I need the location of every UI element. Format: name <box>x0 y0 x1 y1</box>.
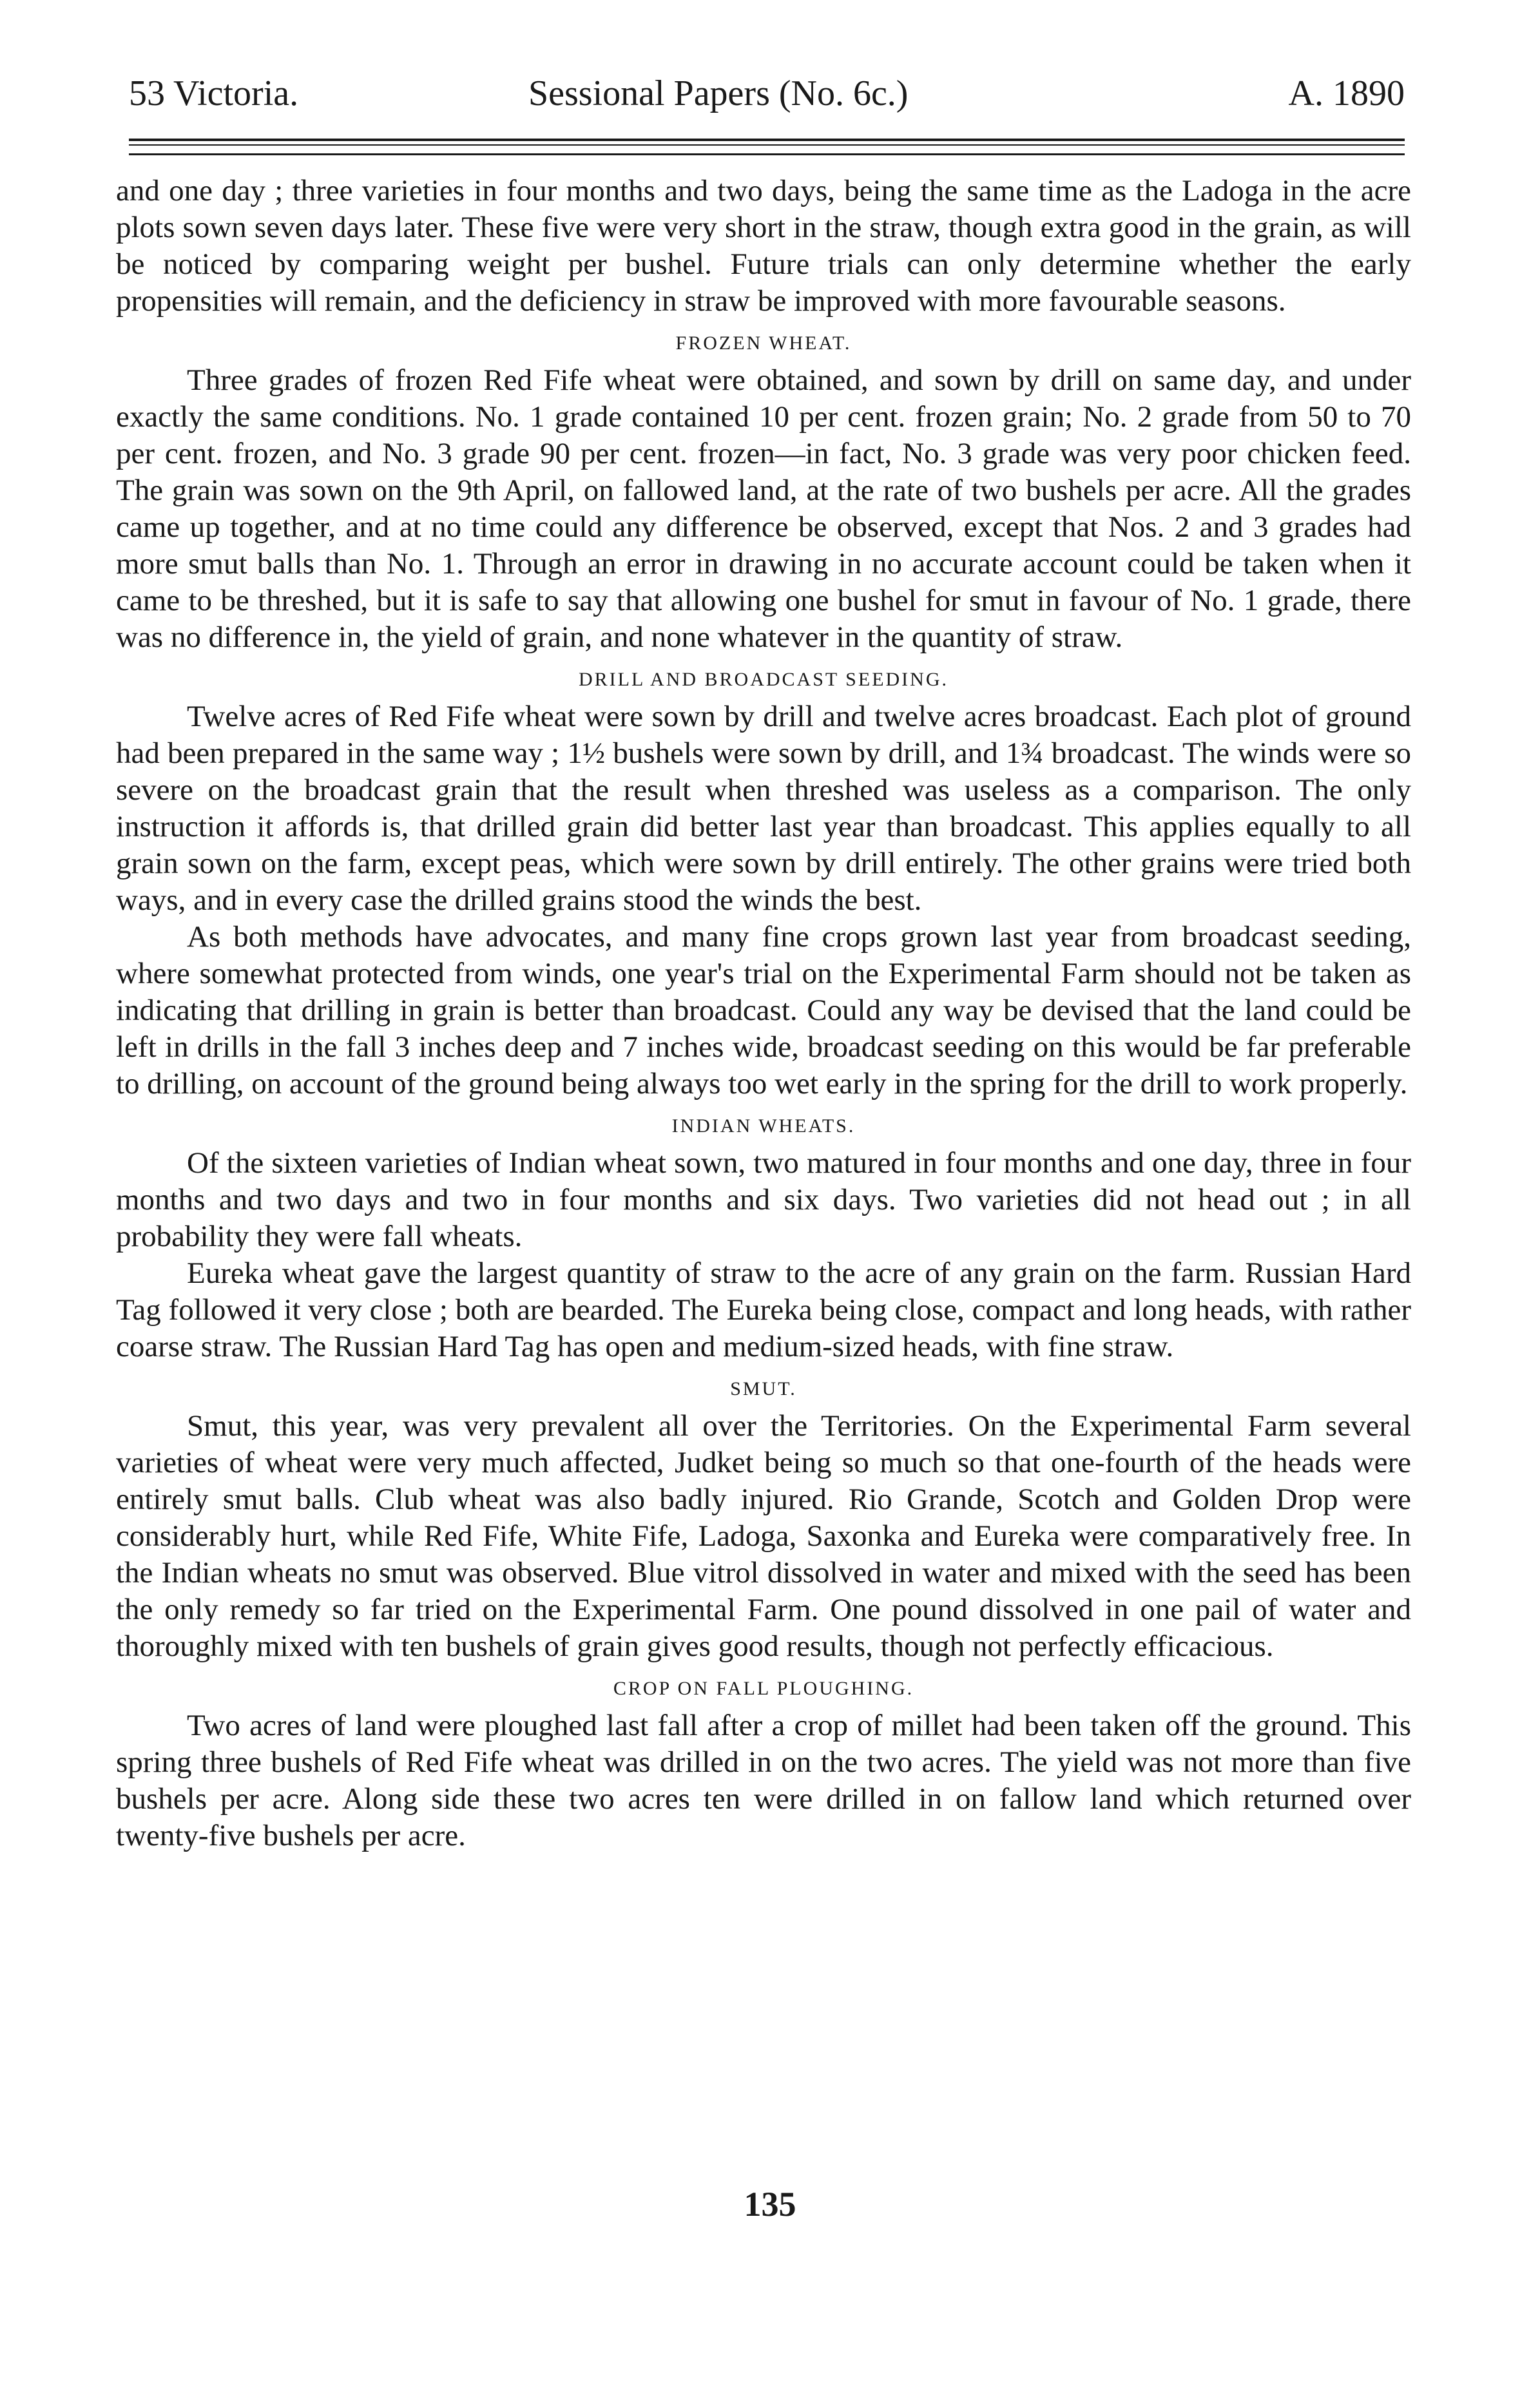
running-header <box>129 68 1405 119</box>
paragraph-drill-broadcast-2: As both methods have advocates, and many fine crops grown last year from broadcast seeding, where somewhat protected from winds, one year's trial on the Experimental Farm should not be taken as indicating that drilling in grain is better than broadcast. Could any way be devised that the land could be left in drills in the fall 3 inches deep and 7 inches wide, broadcast seeding on this would be far preferable to drilling, on account of the ground being always too wet early in the spring for the drill to work properly. <box>116 920 1411 1100</box>
section-heading-indian-wheats: INDIAN WHEATS. <box>671 1115 856 1137</box>
body-text <box>116 173 1411 1854</box>
paragraph-frozen-wheat: Three grades of frozen Red Fife wheat were obtained, and sown by drill on same day, and under exactly the same conditions. No. 1 grade contained 10 per cent. frozen grain; No. 2 grade from 50 to 70 per cent. frozen, and No. 3 grade 90 per cent. frozen—in fact, No. 3 grade was very poor chicken feed. The grain was sown on the 9th April, on fallowed land, at the rate of two bushels per acre. All the grades came up together, and at no time could any difference be observed, except that Nos. 2 and 3 grades had more smut balls than No. 1. Through an error in drawing in no accurate account could be taken when it came to be threshed, but it is safe to say that allowing one bushel for smut in favour of No. 1 grade, there was no difference in, the yield of grain, and none whatever in the quantity of straw. <box>116 363 1411 654</box>
section-heading-smut: SMUT. <box>730 1378 797 1399</box>
paragraph-smut: Smut, this year, was very prevalent all over the Territories. On the Experimental Farm several varieties of wheat were very much affected, Judket being so much so that one-fourth of the heads were entirely smut balls. Club wheat was also badly injured. Rio Grande, Scotch and Golden Drop were considerably hurt, while Red Fife, White Fife, Ladoga, Saxonka and Eureka were comparatively free. In the Indian wheats no smut was observed. Blue vitrol dissolved in water and mixed with the seed has been the only remedy so far tried on the Experimental Farm. One pound dissolved in one pail of water and thoroughly mixed with ten bushels of grain gives good results, though not perfectly efficacious. <box>116 1409 1411 1663</box>
header-rule-top <box>129 139 1405 141</box>
header-year: A. 1890 <box>1288 73 1405 113</box>
paragraph-indian-wheats-2: Eureka wheat gave the largest quantity of straw to the acre of any grain on the farm. Russian Hard Tag followed it very close ; both are bearded. The Eureka being close, compact and long heads, with rather coarse straw. The Russian Hard Tag has open and medium-sized heads, with fine straw. <box>116 1256 1411 1363</box>
section-heading-fall-ploughing: CROP ON FALL PLOUGHING. <box>613 1678 914 1699</box>
paragraph-indian-wheats-1: Of the sixteen varieties of Indian wheat sown, two matured in four months and one day, three in four months and two days and two in four months and six days. Two varieties did not head out ; in all probability they were fall wheats. <box>116 1146 1411 1253</box>
header-rule-bottom <box>129 153 1405 155</box>
section-heading-frozen-wheat: FROZEN WHEAT. <box>675 332 852 354</box>
paragraph-fall-ploughing: Two acres of land were ploughed last fall after a crop of millet had been taken off the ground. This spring three bushels of Red Fife wheat was drilled in on the two acres. The yield was not more than five bushels per acre. Along side these two acres ten were drilled in on fallow land which returned over twenty-five bushels per acre. <box>116 1709 1411 1852</box>
paragraph-drill-broadcast-1: Twelve acres of Red Fife wheat were sown by drill and twelve acres broadcast. Each plot of ground had been prepared in the same way ; 1½ bushels were sown by drill, and 1¾ broadcast. The winds were so severe on the broadcast grain that the result when threshed was useless as a comparison. The only instruction it affords is, that drilled grain did better last year than broadcast. This applies equally to all grain sown on the farm, except peas, which were sown by drill entirely. The other grains were tried both ways, and in every case the drilled grains stood the winds the best. <box>116 700 1411 917</box>
section-heading-drill-broadcast: DRILL AND BROADCAST SEEDING. <box>578 669 949 690</box>
header-session: 53 Victoria. <box>129 73 299 113</box>
paragraph-continuation: and one day ; three varieties in four months and two days, being the same time as the Ladoga in the acre plots sown seven days later. These five were very short in the straw, though extra good in the grain, as will be noticed by comparing weight per bushel. Future trials can only determine whether the early propensities will remain, and the deficiency in straw be improved with more favourable seasons. <box>116 174 1411 318</box>
page-number: 135 <box>744 2185 796 2224</box>
header-title: Sessional Papers (No. 6c.) <box>528 73 909 113</box>
header-rule-middle <box>129 144 1405 146</box>
